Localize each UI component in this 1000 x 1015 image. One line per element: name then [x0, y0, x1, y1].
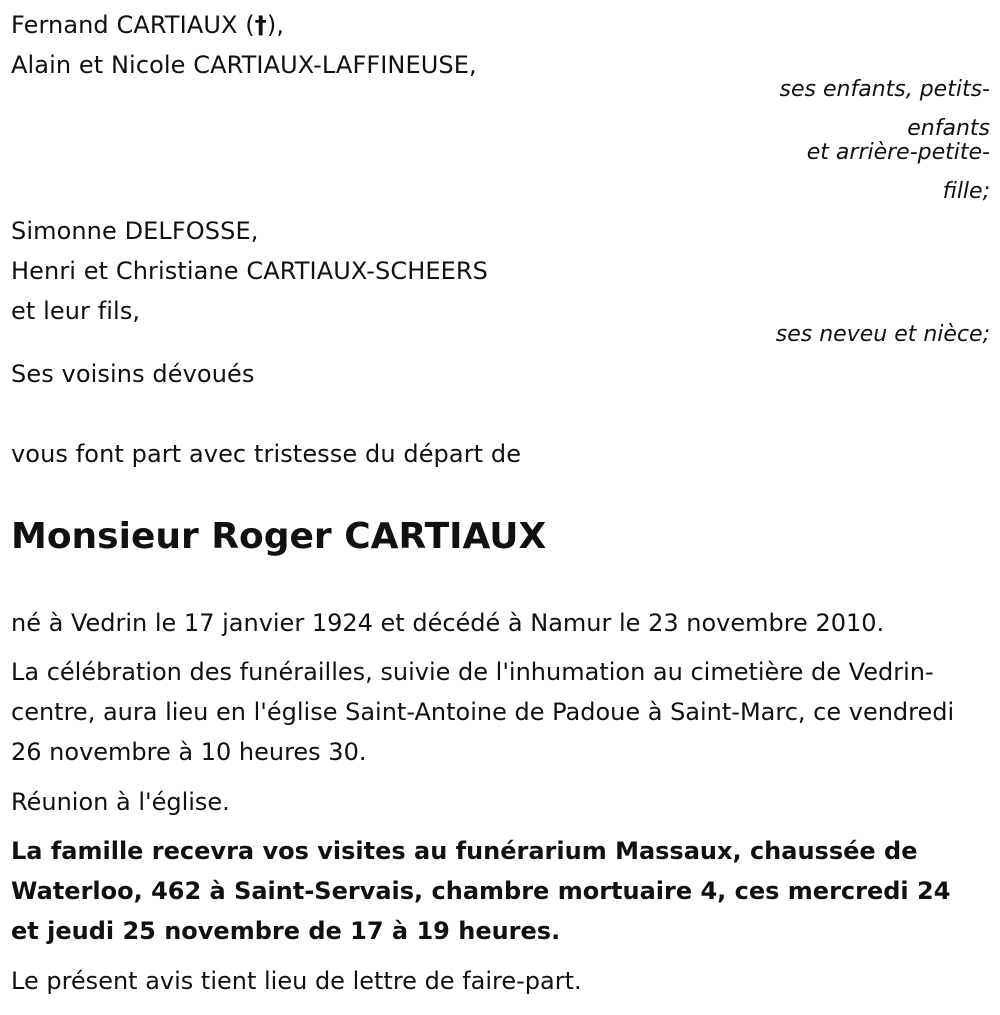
deceased-name: Monsieur Roger CARTIAUX — [11, 516, 547, 557]
role-nephew-niece: ses neveu et nièce; — [775, 322, 990, 347]
family-line-leur-fils: et leur fils, — [11, 297, 141, 325]
family-line-fernand — [11, 10, 284, 40]
role-children-a: ses enfants, petits- — [779, 77, 990, 102]
family-line-alain-nicole: Alain et Nicole CARTIAUX-LAFFINEUSE, — [11, 51, 477, 79]
cross-icon: † — [254, 11, 267, 39]
family-line-fernand-end: ), — [266, 11, 285, 39]
family-line-voisins: Ses voisins dévoués — [11, 360, 255, 388]
family-line-henri-christiane: Henri et Christiane CARTIAUX-SCHEERS — [11, 257, 489, 285]
family-line-simonne: Simonne DELFOSSE, — [11, 217, 259, 245]
role-children-d: fille; — [942, 179, 990, 204]
birth-death-text: né à Vedrin le 17 janvier 1924 et décédé à Namur le 23 novembre 2010. — [11, 609, 885, 637]
meeting-text: Réunion à l'église. — [11, 788, 230, 816]
role-children-c: et arrière-petite- — [806, 140, 990, 165]
role-children-b: enfants — [907, 116, 990, 141]
ceremony-text: La célébration des funérailles, suivie de l'inhumation au cimetière de Vedrin-centre, aura lieu en l'église Saint-Antoine de Padoue à Saint-Marc, ce vendredi 26 novembre à 10 heures 30. — [11, 658, 955, 766]
visits-text: La famille recevra vos visites au funérarium Massaux, chaussée de Waterloo, 462 à Saint-Servais, chambre mortuaire 4, ces mercredi 24 et jeudi 25 novembre de 17 à 19 heures. — [11, 837, 951, 945]
announcement-text: vous font part avec tristesse du départ de — [11, 440, 522, 468]
family-name-fernand: Fernand CARTIAUX ( — [11, 11, 255, 39]
closing-text: Le présent avis tient lieu de lettre de faire-part. — [11, 967, 582, 995]
